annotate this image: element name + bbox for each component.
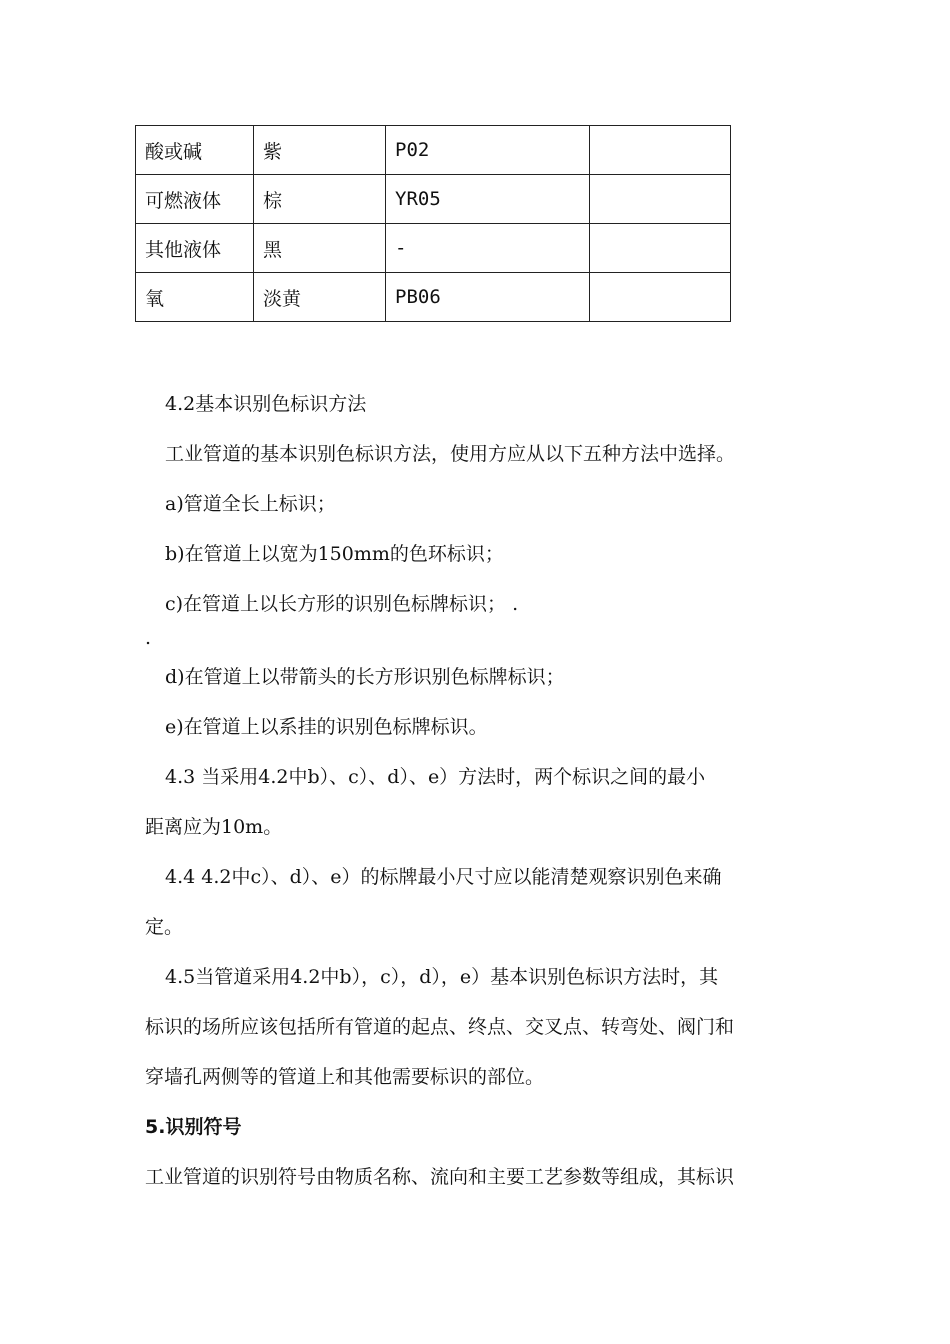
table-cell-color: 棕	[254, 175, 386, 224]
section-4-5-line2: 标识的场所应该包括所有管道的起点、终点、交叉点、转弯处、阀门和	[145, 1016, 735, 1038]
table-cell-code: P02	[386, 126, 590, 175]
table-row	[136, 273, 731, 322]
section-4-3-line1: 4.3 当采用4.2中b）、c）、d）、e）方法时，两个标识之间的最小	[165, 766, 706, 788]
list-item-e: e)在管道上以系挂的识别色标牌标识。	[165, 716, 488, 738]
section-4-5-line3: 穿墙孔两侧等的管道上和其他需要标识的部位。	[145, 1066, 545, 1088]
table-cell-color: 淡黄	[254, 273, 386, 322]
table-cell-code: -	[386, 224, 590, 273]
table-cell-color: 黑	[254, 224, 386, 273]
table-cell-medium: 酸或碱	[136, 126, 254, 175]
table-cell-remark	[590, 126, 731, 175]
table-row	[136, 175, 731, 224]
table-cell-remark	[590, 273, 731, 322]
table-cell-medium: 氧	[136, 273, 254, 322]
section-4-4-line1: 4.4 4.2中c）、d）、e）的标牌最小尺寸应以能清楚观察识别色来确	[165, 866, 722, 888]
section-4-5-line1: 4.5当管道采用4.2中b），c），d），e）基本识别色标识方法时，其	[165, 966, 719, 988]
list-item-c: c)在管道上以长方形的识别色标牌标识； .	[165, 593, 519, 615]
table-cell-code: YR05	[386, 175, 590, 224]
list-item-d: d)在管道上以带箭头的长方形识别色标牌标识；	[165, 666, 565, 688]
section-4-2-title: 4.2基本识别色标识方法	[165, 393, 367, 415]
section-4-2-intro: 工业管道的基本识别色标识方法，使用方应从以下五种方法中选择。	[165, 443, 736, 465]
table-cell-code: PB06	[386, 273, 590, 322]
table-cell-color: 紫	[254, 126, 386, 175]
table-cell-medium: 可燃液体	[136, 175, 254, 224]
list-item-a: a)管道全长上标识；	[165, 493, 336, 515]
list-item-b: b)在管道上以宽为150mm的色环标识；	[165, 543, 504, 565]
section-5-heading: 5.识别符号	[145, 1116, 242, 1138]
stray-dot: .	[145, 627, 152, 649]
identification-color-table	[135, 125, 731, 322]
section-4-3-line2: 距离应为10m。	[145, 816, 283, 838]
table-row	[136, 224, 731, 273]
table-cell-remark	[590, 175, 731, 224]
section-4-4-line2: 定。	[145, 916, 184, 938]
table-cell-medium: 其他液体	[136, 224, 254, 273]
section-5-line1: 工业管道的识别符号由物质名称、流向和主要工艺参数等组成，其标识	[145, 1166, 735, 1188]
table-row	[136, 126, 731, 175]
table-cell-remark	[590, 224, 731, 273]
